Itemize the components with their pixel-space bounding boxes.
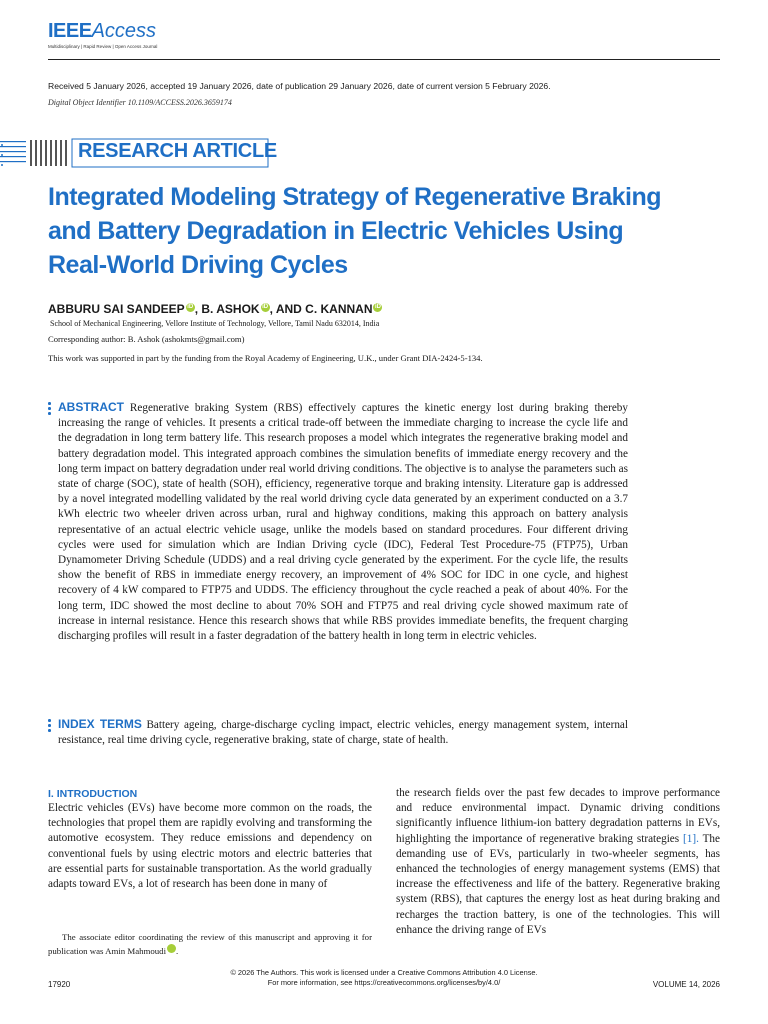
abstract-text: Regenerative braking System (RBS) effectively captures the kinetic energy lost during braking thereby increasing the range of vehicles. It presents a critical trade-off between the immediate charging to increase the cycle life and the degradation in long term battery life. This research proposes a model which integrates the regenerative braking model and battery degradation model. This integrated approach combines the simulation benefits of immediate energy recovery and the long term impact on battery degradation under real world driving conditions. The objective is to analyse the parameters such as state of charge (SOC), state of health (SOH), efficiency, regenerative torque and braking intensity. Literature gap is addressed by a novel integrated modelling validated by the real world driving cycle data generated by an experiment conducted on a 3.7 kWh electric two wheeler driven across urban, rural and highway conditions, making this approach on battery analysis representative of an actual electric vehicle usage, unlike the models based on standard procedures. Four different driving cycles were used for simulation which are Indian Driving cycle (IDC), Federal Test Procedure-75 (FTP75), Urban Dynamometer Driving Schedule (UDDS) and a real driving cycle generated by the experiment. For the cycle life, the results show the benefit of RBS in immediate energy recovery, an improvement of 4% SOC for IDC in one cycle, and highest recovery of 4 kW compared to FTP75 and UDDS. The efficiency throughout the cycle reached a peak of about 40%. For the long term, IDC showed the most decline to about 70% SOH and FTP75 and real driving cycle showed maximum rate of increase in internal resistance. Hence this research shows that while RBS provides immediate benefits, the frequent charging discharging profiles will result in a faster degradation of the battery health in long term in electric vehicles. xyxy=(58,402,628,643)
intro-text-a: the research fields over the past few decades to improve performance and reduce environmental impact. Dynamic driving conditions significantly influence lithium-ion battery degradation patterns in EVs, highlighting the importance of regenerative braking strategies xyxy=(396,787,720,845)
license-line-1: © 2026 The Authors. This work is licensed under a Creative Commons Attribution 4.0 License. xyxy=(230,968,538,977)
intro-column-2 xyxy=(396,786,720,938)
abstract xyxy=(58,400,628,644)
orcid-icon[interactable]: iD xyxy=(167,944,176,953)
corresponding-author: Corresponding author: B. Ashok (ashokmts@gmail.com) xyxy=(48,334,245,344)
abstract-label: ABSTRACT xyxy=(58,400,124,414)
author-list xyxy=(48,302,382,316)
footnote-text: The associate editor coordinating the review of this manuscript and approving it for publication was Amin Mahmoudi xyxy=(48,932,372,956)
author-1: ABBURU SAI SANDEEP xyxy=(48,302,185,316)
logo-tagline: Multidisciplinary | Rapid Review | Open Access Journal xyxy=(48,44,158,49)
paper-title: Integrated Modeling Strategy of Regenerative Braking and Battery Degradation in Electric Vehicles Using Real-World Driving Cycles xyxy=(48,183,662,279)
index-terms-label: INDEX TERMS xyxy=(58,717,142,731)
section-heading: I. INTRODUCTION xyxy=(48,788,138,800)
index-terms xyxy=(58,717,628,748)
journal-logo xyxy=(48,20,157,49)
page-number: 17920 xyxy=(48,980,71,989)
affiliation: School of Mechanical Engineering, Vellore Institute of Technology, Vellore, Tamil Nadu 632014, India xyxy=(50,319,380,328)
orcid-icon[interactable]: iD xyxy=(187,304,194,310)
editor-footnote xyxy=(48,930,372,958)
header-rule xyxy=(48,59,720,60)
author-3: , AND C. KANNAN xyxy=(269,302,373,316)
doi: Digital Object Identifier 10.1109/ACCESS.2026.3659174 xyxy=(48,98,232,107)
intro-column-1: Electric vehicles (EVs) have become more common on the roads, the technologies that propel them are rapidly evolving and transforming the automotive ecosystem. They reduce emissions and dependency on conventional fuels by using electric motors and electric batteries that are essential parts for sustainable transportation. As the world gradually adapts toward EVs, a lot of research has been done in many of xyxy=(48,802,372,891)
intro-text-b: The demanding use of EVs, particularly in two-wheeler segments, has enhanced the technologies of energy management systems (EMS) that increase the effectiveness and life of the battery. Regenerative braking system (RBS), that captures the energy lost as heat during braking and recharges the traction battery, is one of the technologies. This will enhance the driving range of EVs xyxy=(396,832,720,936)
publication-dates: Received 5 January 2026, accepted 19 January 2026, date of publication 29 January 2026, date of current version 5 February 2026. xyxy=(48,81,551,91)
license-line-2[interactable]: For more information, see https://creativecommons.org/licenses/by/4.0/ xyxy=(267,978,501,987)
logo-access: Access xyxy=(91,20,157,42)
author-2: , B. ASHOK xyxy=(194,302,260,316)
logo-ieee: IEEE xyxy=(48,20,92,42)
article-type: RESEARCH ARTICLE xyxy=(78,140,277,162)
index-terms-dots-icon xyxy=(48,719,51,734)
index-terms-text: Battery ageing, charge-discharge cycling impact, electric vehicles, energy management system, internal resistance, real time driving cycle, regenerative braking, state of charge, state of health. xyxy=(58,719,629,747)
volume-label: VOLUME 14, 2026 xyxy=(652,980,720,989)
abstract-dots-icon xyxy=(48,402,51,417)
funding-note: This work was supported in part by the funding from the Royal Academy of Engineering, U.K., under Grant DIA-2424-5-134. xyxy=(48,353,483,363)
orcid-icon[interactable]: iD xyxy=(262,304,269,310)
footnote-end: . xyxy=(176,946,179,956)
reference-link[interactable]: [1]. xyxy=(683,832,699,845)
orcid-icon[interactable]: iD xyxy=(374,304,381,310)
